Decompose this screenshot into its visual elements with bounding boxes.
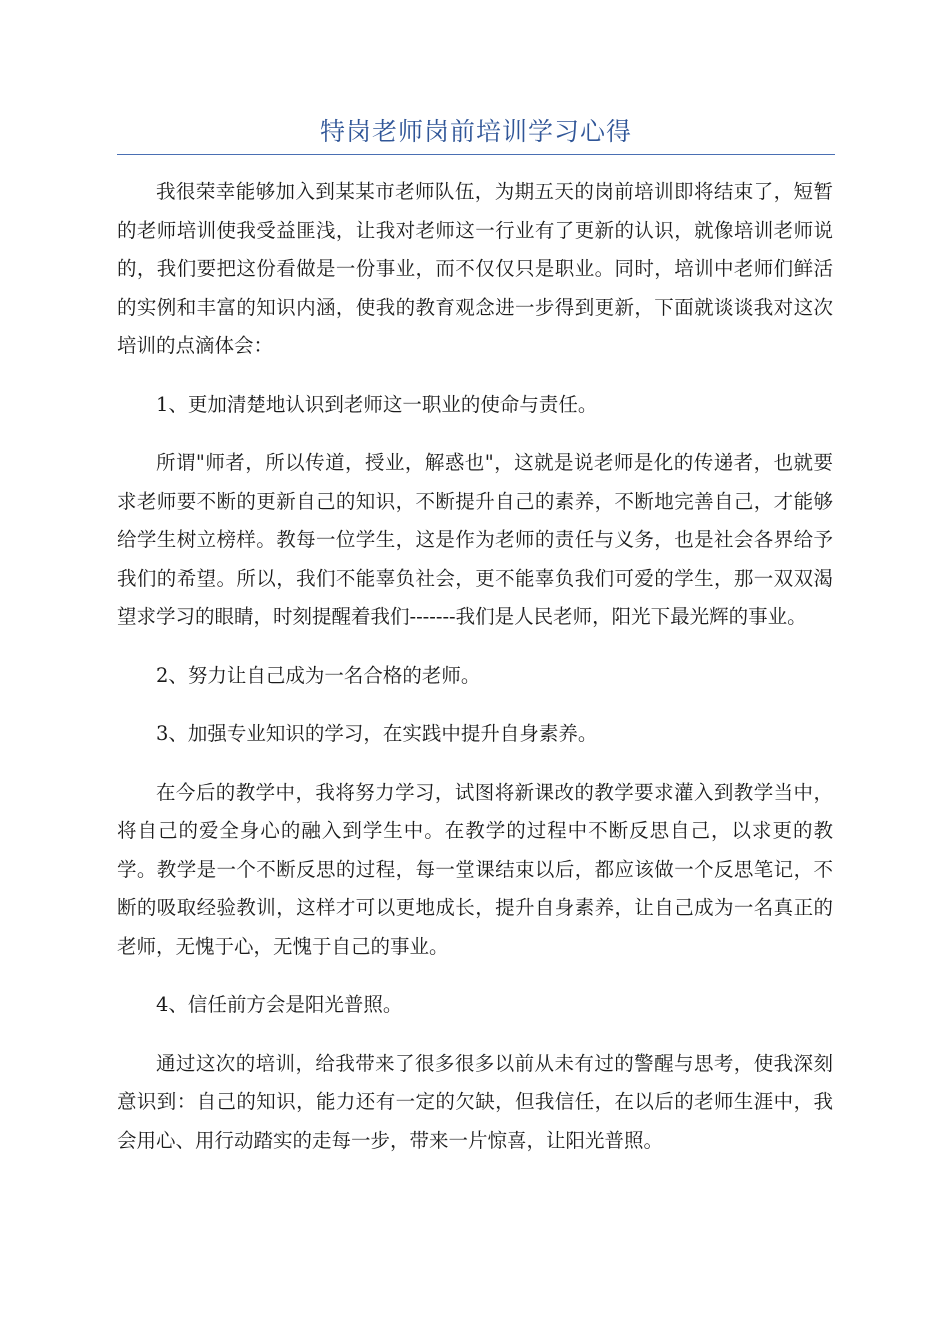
document-title: 特岗老师岗前培训学习心得 <box>319 117 632 146</box>
section-heading-1: 1、更加清楚地认识到老师这一职业的使命与责任。 <box>156 392 598 416</box>
section-heading-4: 4、信任前方会是阳光普照。 <box>156 993 403 1016</box>
paragraph-teaching: 在今后的教学中，我将努力学习，试图将新课改的教学要求灌入到教学当中，将自己的爱全身心的融入到学生中。在教学的过程中不断反思自己，以求更的教学。教学是一个不断反思的过程，每一堂课结束以后，都应该做一个反思笔记，不断的吸取经验教训，这样才可以更地成长，提升自身素养，让自己成为一名真正的老师，无愧于心，无愧于自己的事业。 <box>117 780 833 958</box>
section-heading-2: 2、努力让自己成为一名合格的老师。 <box>156 663 481 687</box>
paragraph-conclusion: 通过这次的培训，给我带来了很多很多以前从未有过的警醒与思考，使我深刻意识到：自己的知识，能力还有一定的欠缺，但我信任，在以后的老师生涯中，我会用心、用行动踏实的走每一步，带来一片惊喜，让阳光普照。 <box>117 1051 833 1152</box>
document-body <box>117 173 833 1180</box>
paragraph-mission: 所谓"师者，所以传道，授业，解惑也"，这就是说老师是化的传递者，也就要求老师要不断的更新自己的知识，不断提升自己的素养，不断地完善自己，才能够给学生树立榜样。教每一位学生，这是作为老师的责任与义务，也是社会各界给予我们的希望。所以，我们不能辜负社会，更不能辜负我们可爱的学生，那一双双渴望求学习的眼睛，时刻提醒着我们-------我们是人民老师，阳光下最光辉的事业。 <box>117 451 833 628</box>
paragraph-intro: 我很荣幸能够加入到某某市老师队伍，为期五天的岗前培训即将结束了，短暂的老师培训使我受益匪浅，让我对老师这一行业有了更新的认识，就像培训老师说的，我们要把这份看做是一份事业，而不仅仅只是职业。同时，培训中老师们鲜活的实例和丰富的知识内涵，使我的教育观念进一步得到更新，下面就谈谈我对这次培训的点滴体会： <box>117 180 833 357</box>
section-heading-3: 3、加强专业知识的学习，在实践中提升自身素养。 <box>156 722 598 745</box>
title-underline <box>117 154 835 155</box>
